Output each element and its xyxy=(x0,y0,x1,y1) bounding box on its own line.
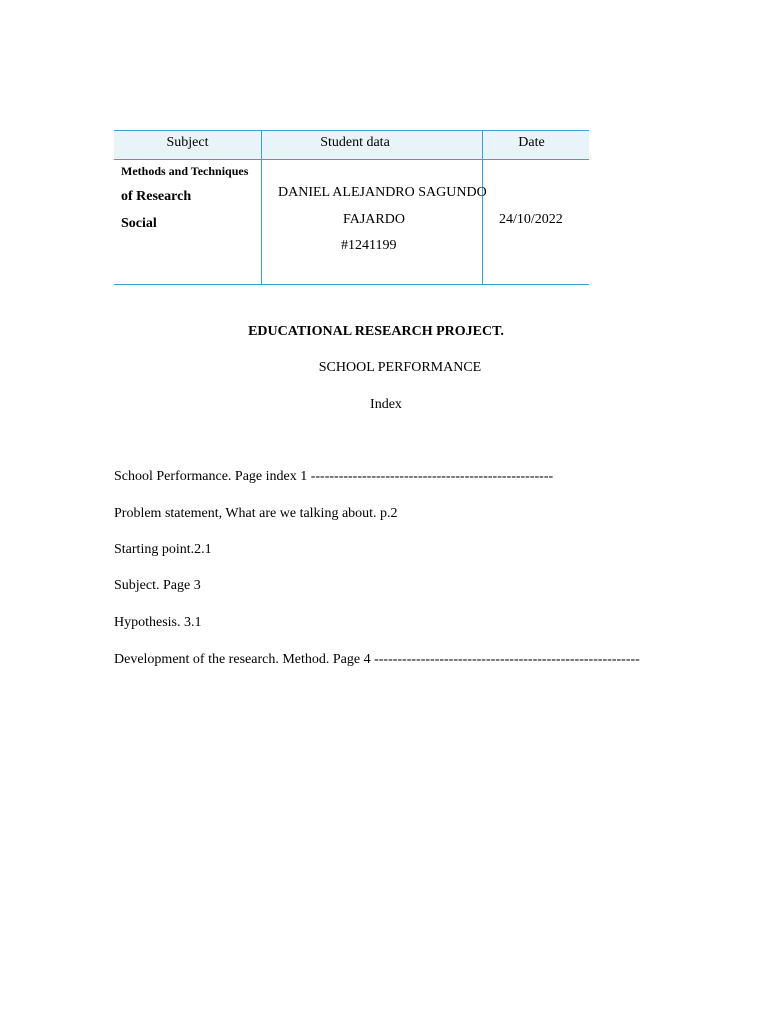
table-top-border xyxy=(114,130,589,131)
index-entry: Hypothesis. 3.1 xyxy=(114,615,202,630)
document-title: EDUCATIONAL RESEARCH PROJECT. xyxy=(248,324,504,339)
subject-line-3: Social xyxy=(121,216,157,231)
index-entry: Problem statement, What are we talking about. p.2 xyxy=(114,506,398,521)
document-subtitle: SCHOOL PERFORMANCE xyxy=(318,360,482,375)
index-entry: Starting point.2.1 xyxy=(114,542,212,557)
header-subject: Subject xyxy=(166,135,209,150)
index-entry: Subject. Page 3 xyxy=(114,578,201,593)
table-bottom-border xyxy=(114,284,589,285)
header-date: Date xyxy=(518,135,545,150)
student-id: #1241199 xyxy=(341,238,397,253)
info-table xyxy=(114,130,589,285)
student-name-line-2: FAJARDO xyxy=(343,212,405,227)
subject-line-2: of Research xyxy=(121,189,192,204)
index-entry: Development of the research. Method. Page 4 --------------------------------------------------------- xyxy=(114,652,640,667)
student-name-line-1: DANIEL ALEJANDRO SAGUNDO xyxy=(278,185,487,200)
index-entry: School Performance. Page index 1 ---------------------------------------------------- xyxy=(114,469,554,484)
header-student-data: Student data xyxy=(320,135,390,150)
date-value: 24/10/2022 xyxy=(499,212,563,227)
table-column-divider-2 xyxy=(482,130,483,285)
table-header-divider xyxy=(114,159,589,160)
table-column-divider-1 xyxy=(261,130,262,285)
subject-line-1: Methods and Techniques xyxy=(121,164,249,178)
index-heading: Index xyxy=(370,397,402,412)
